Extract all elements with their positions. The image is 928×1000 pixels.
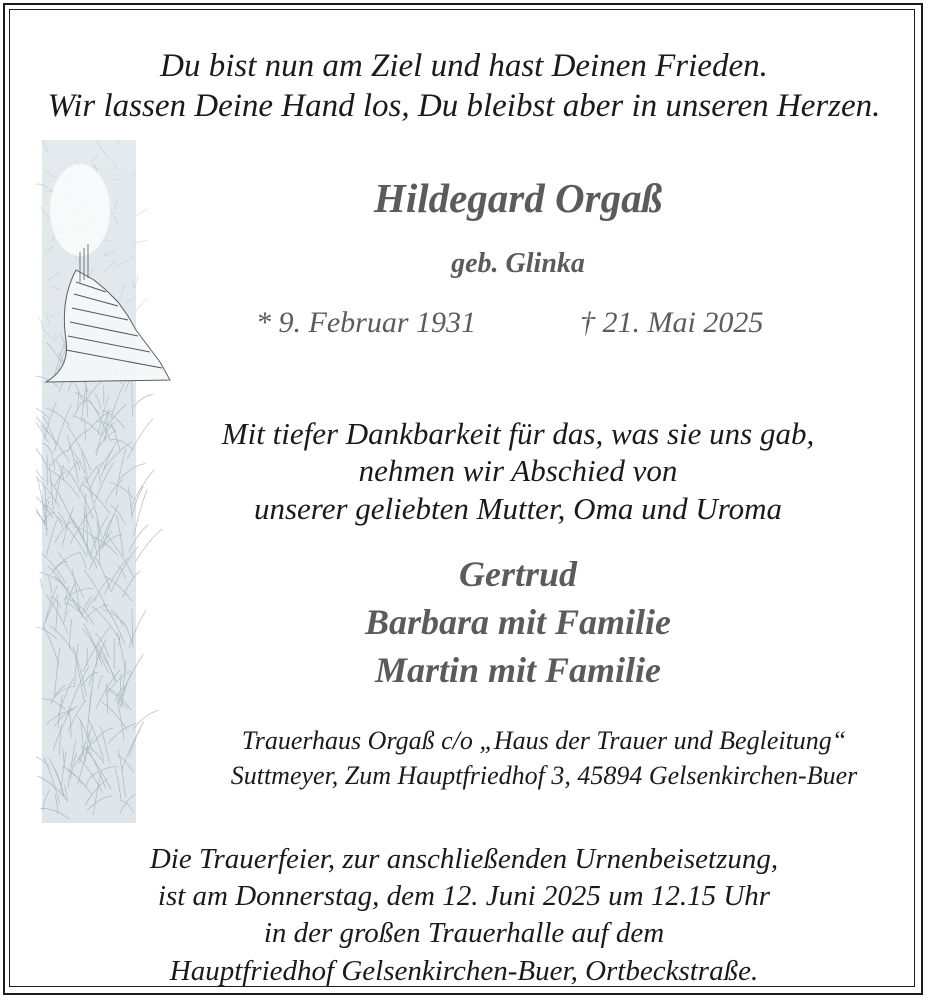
grass-stroke <box>135 298 148 312</box>
mourner-2: Barbara mit Familie <box>364 602 672 642</box>
mourner-1: Gertrud <box>458 554 578 594</box>
motto-line-2: Wir lassen Deine Hand los, Du bleibst aber in unseren Herzen. <box>47 88 881 124</box>
deceased-name: Hildegard Orgaß <box>373 175 663 221</box>
death-date: † 21. Mai 2025 <box>580 306 764 339</box>
grass-stroke <box>133 710 159 729</box>
motto-line-1: Du bist nun am Ziel und hast Deinen Frieden. <box>160 48 768 84</box>
funeral-line-3: in der großen Trauerhalle auf dem <box>263 917 665 949</box>
message-line-1: Mit tiefer Dankbarkeit für das, was sie uns gab, <box>221 416 815 451</box>
maiden-name: geb. Glinka <box>451 248 585 279</box>
birth-date: * 9. Februar 1931 <box>256 306 476 339</box>
grass-stroke <box>133 395 153 408</box>
message-line-2: nehmen wir Abschied von <box>358 453 678 488</box>
mourner-3: Martin mit Familie <box>374 650 662 690</box>
funeral-line-2: ist am Donnerstag, dem 12. Juni 2025 um 12.15 Uhr <box>157 880 771 912</box>
funeral-line-1: Die Trauerfeier, zur anschließenden Urnenbeisetzung, <box>149 843 779 875</box>
funeral-line-4: Hauptfriedhof Gelsenkirchen-Buer, Ortbeckstraße. <box>169 955 759 987</box>
address-line-1: Trauerhaus Orgaß c/o „Haus der Trauer und Begleitung“ <box>241 726 847 755</box>
address-line-2: Suttmeyer, Zum Hauptfriedhof 3, 45894 Gelsenkirchen-Buer <box>230 761 858 790</box>
message-line-3: unserer geliebten Mutter, Oma und Uroma <box>253 491 783 526</box>
